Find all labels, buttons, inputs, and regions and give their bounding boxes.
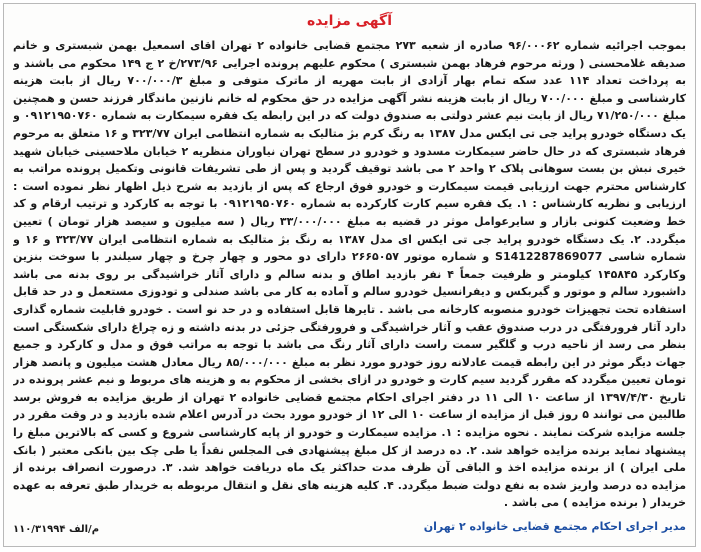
notice-footer [13, 520, 686, 542]
notice-title: آگهی مزایده [306, 13, 392, 29]
notice-body: بموجب اجرائیه شماره ۹۶/۰۰۰۶۲ صادره از شعبه ۲۷۳ مجتمع قضایی خانواده ۲ تهران اقای اسمعیل بهمن شبستری و خانم صدیقه غلامحسنی ( ورثه مرحوم فرهاد بهمن شبستری ) محکوم علیهم پرونده اجرایی ۲۷۳/۹۶/خ ۲ ج ۱۴۹ محکوم می باشند و به پرداخت تعداد ۱۱۴ عدد سکه تمام بهار آزادی از بابت مهریه از ماترک متوفی و مبلغ ۷۰۰/۰۰۰/۳ ریال از بابت هزینه کارشناسی و مبلغ ۷۰۰/۰۰۰ ریال از بابت هزینه نشر آگهی مزایده در حق محکوم له خانم نازنین ماندگار فرزند حسن و همچنین مبلغ ۷۱/۲۵۰/۰۰۰ ریال از بابت نیم عشر دولتی به صندوق دولت که در این رابطه یک فقره سیمکارت به شماره ۰۹۱۲۱۹۵۰۷۶۰ و یک دستگاه خودرو پراید جی تی ایکس مدل ۱۳۸۷ به رنگ کرم بژ متالیک به شماره انتظامی ایران ۳۲۳/۷۷ و ۱۶ متعلق به مرحوم فرهاد شبستری که در حال حاضر سیمکارت مسدود و خودرو در سطح تهران نیاوران منظریه ۲ خیابان ملاحسینی خیابان شهید خیری نبش بن بست سوهانی پلاک ۲ واحد ۲ می باشد توقیف گردید و پس از طی تشریفات قانونی وتکمیل پرونده مراتب به کارشناس محترم جهت ارزیابی قیمت سیمکارت و خودرو فوق ارجاع که پس از بازدید به شرح ذیل اظهار نظر نموده است : ارزیابی و نظریه کارشناس : ۱. یک فقره سیم کارت کارکرده به شماره ۰۹۱۲۱۹۵۰۷۶۰ با توجه به کارکرد و ترتیب ارقام و کد خط وضعیت کنونی بازار و سایرعوامل موثر در قضیه به مبلغ ۳۳/۰۰۰/۰۰۰ ریال ( سه میلیون و سیصد هزار تومان ) تعیین میگردد. ۲. یک دستگاه خودرو پراید جی تی ایکس ای مدل ۱۳۸۷ به رنگ بژ متالیک به شماره انتظامی ایران ۳۲۳/۷۷ و ۱۶ و شماره شاسی S1412287869077 و شماره موتور ۲۶۶۵۰۵۷ دارای دو محور و چهار چرخ و چهار سیلندر با سوخت بنزین وکارکرد ۱۴۵۸۴۵ کیلومتر و ظرفیت جمعاً ۴ نفر بازدید اطاق و بدنه سالم و دارای آثار خراشیدگی بر روی بدنه می باشد داشبورد سالم و موتور و گیربکس و دیفرانسیل خودرو سالم و آماده به کار می باشد صندلی و تودوزی مستعمل و در حد قابل استفاده تحت تجهیزات خودرو منصوبه کارخانه می باشد . تایرها قابل استفاده و در حد نو است . خودرو قابلیت شماره گذاری دارد آثار فرورفتگی در درب صندوق عقب و آثار خراشیدگی و فرورفتگی جزئی در بدنه داشته و زه چراغ دارای شکستگی است بنظر می رسد از ناحیه درب و گلگیر سمت راست دارای آثار رنگ می باشد با توجه به مراتب فوق و مدل و کارکرد و جمیع جهات دیگر موثر در این رابطه قیمت عادلانه روز خودرو مورد نظر به مبلغ ۸۵/۰۰۰/۰۰۰ ریال معادل هشت میلیون و پانصد هزار تومان تعیین میگردد که مقرر گردید سیم کارت و خودرو در ازای بخشی از محکوم به و هزینه های مربوط و نیم عشر پرونده در تاریخ ۱۳۹۷/۴/۳۰ از ساعت ۱۰ الی ۱۱ در دفتر اجرای احکام مجتمع قضایی خانواده ۲ تهران از طریق مزایده به فروش برسد طالبین می توانند ۵ روز قبل از مزایده از ساعت ۱۰ الی ۱۲ از خودرو مورد بحث در آدرس اعلام شده بازدید و در وقت مقرر در جلسه مزایده شرکت نمایند . نحوه مزایده : ۱. مزایده سیمکارت و خودرو از پایه کارشناسی شروع و کسی که بالاترین مبلغ را پیشنهاد نماید برنده مزایده خواهد شد. ۲. ده درصد از کل مبلغ پیشنهادی فی المجلس نقداً یا طی چک بین بانکی معتبر ( بانک ملی ایران ) از برنده مزایده اخذ و الباقی آن ظرف مدت حداکثر یک ماه دریافت خواهد شد. ۳. درصورت انصراف برنده از مزایده ده درصد واریز شده به نفع دولت ضبط میگردد. ۴. کلیه هزینه های نقل و انتقال مربوطه به خریدار طبق تعرفه به عهده خریدار ( برنده مزایده ) می باشد . [13, 39, 686, 510]
auction-notice [3, 3, 696, 547]
notice-code: ۱۱۰/۳۱۹۹۴ م/الف [13, 524, 100, 535]
issuer-signature: مدیر اجرای احکام مجتمع قضایی خانواده ۲ تهران [423, 520, 686, 533]
